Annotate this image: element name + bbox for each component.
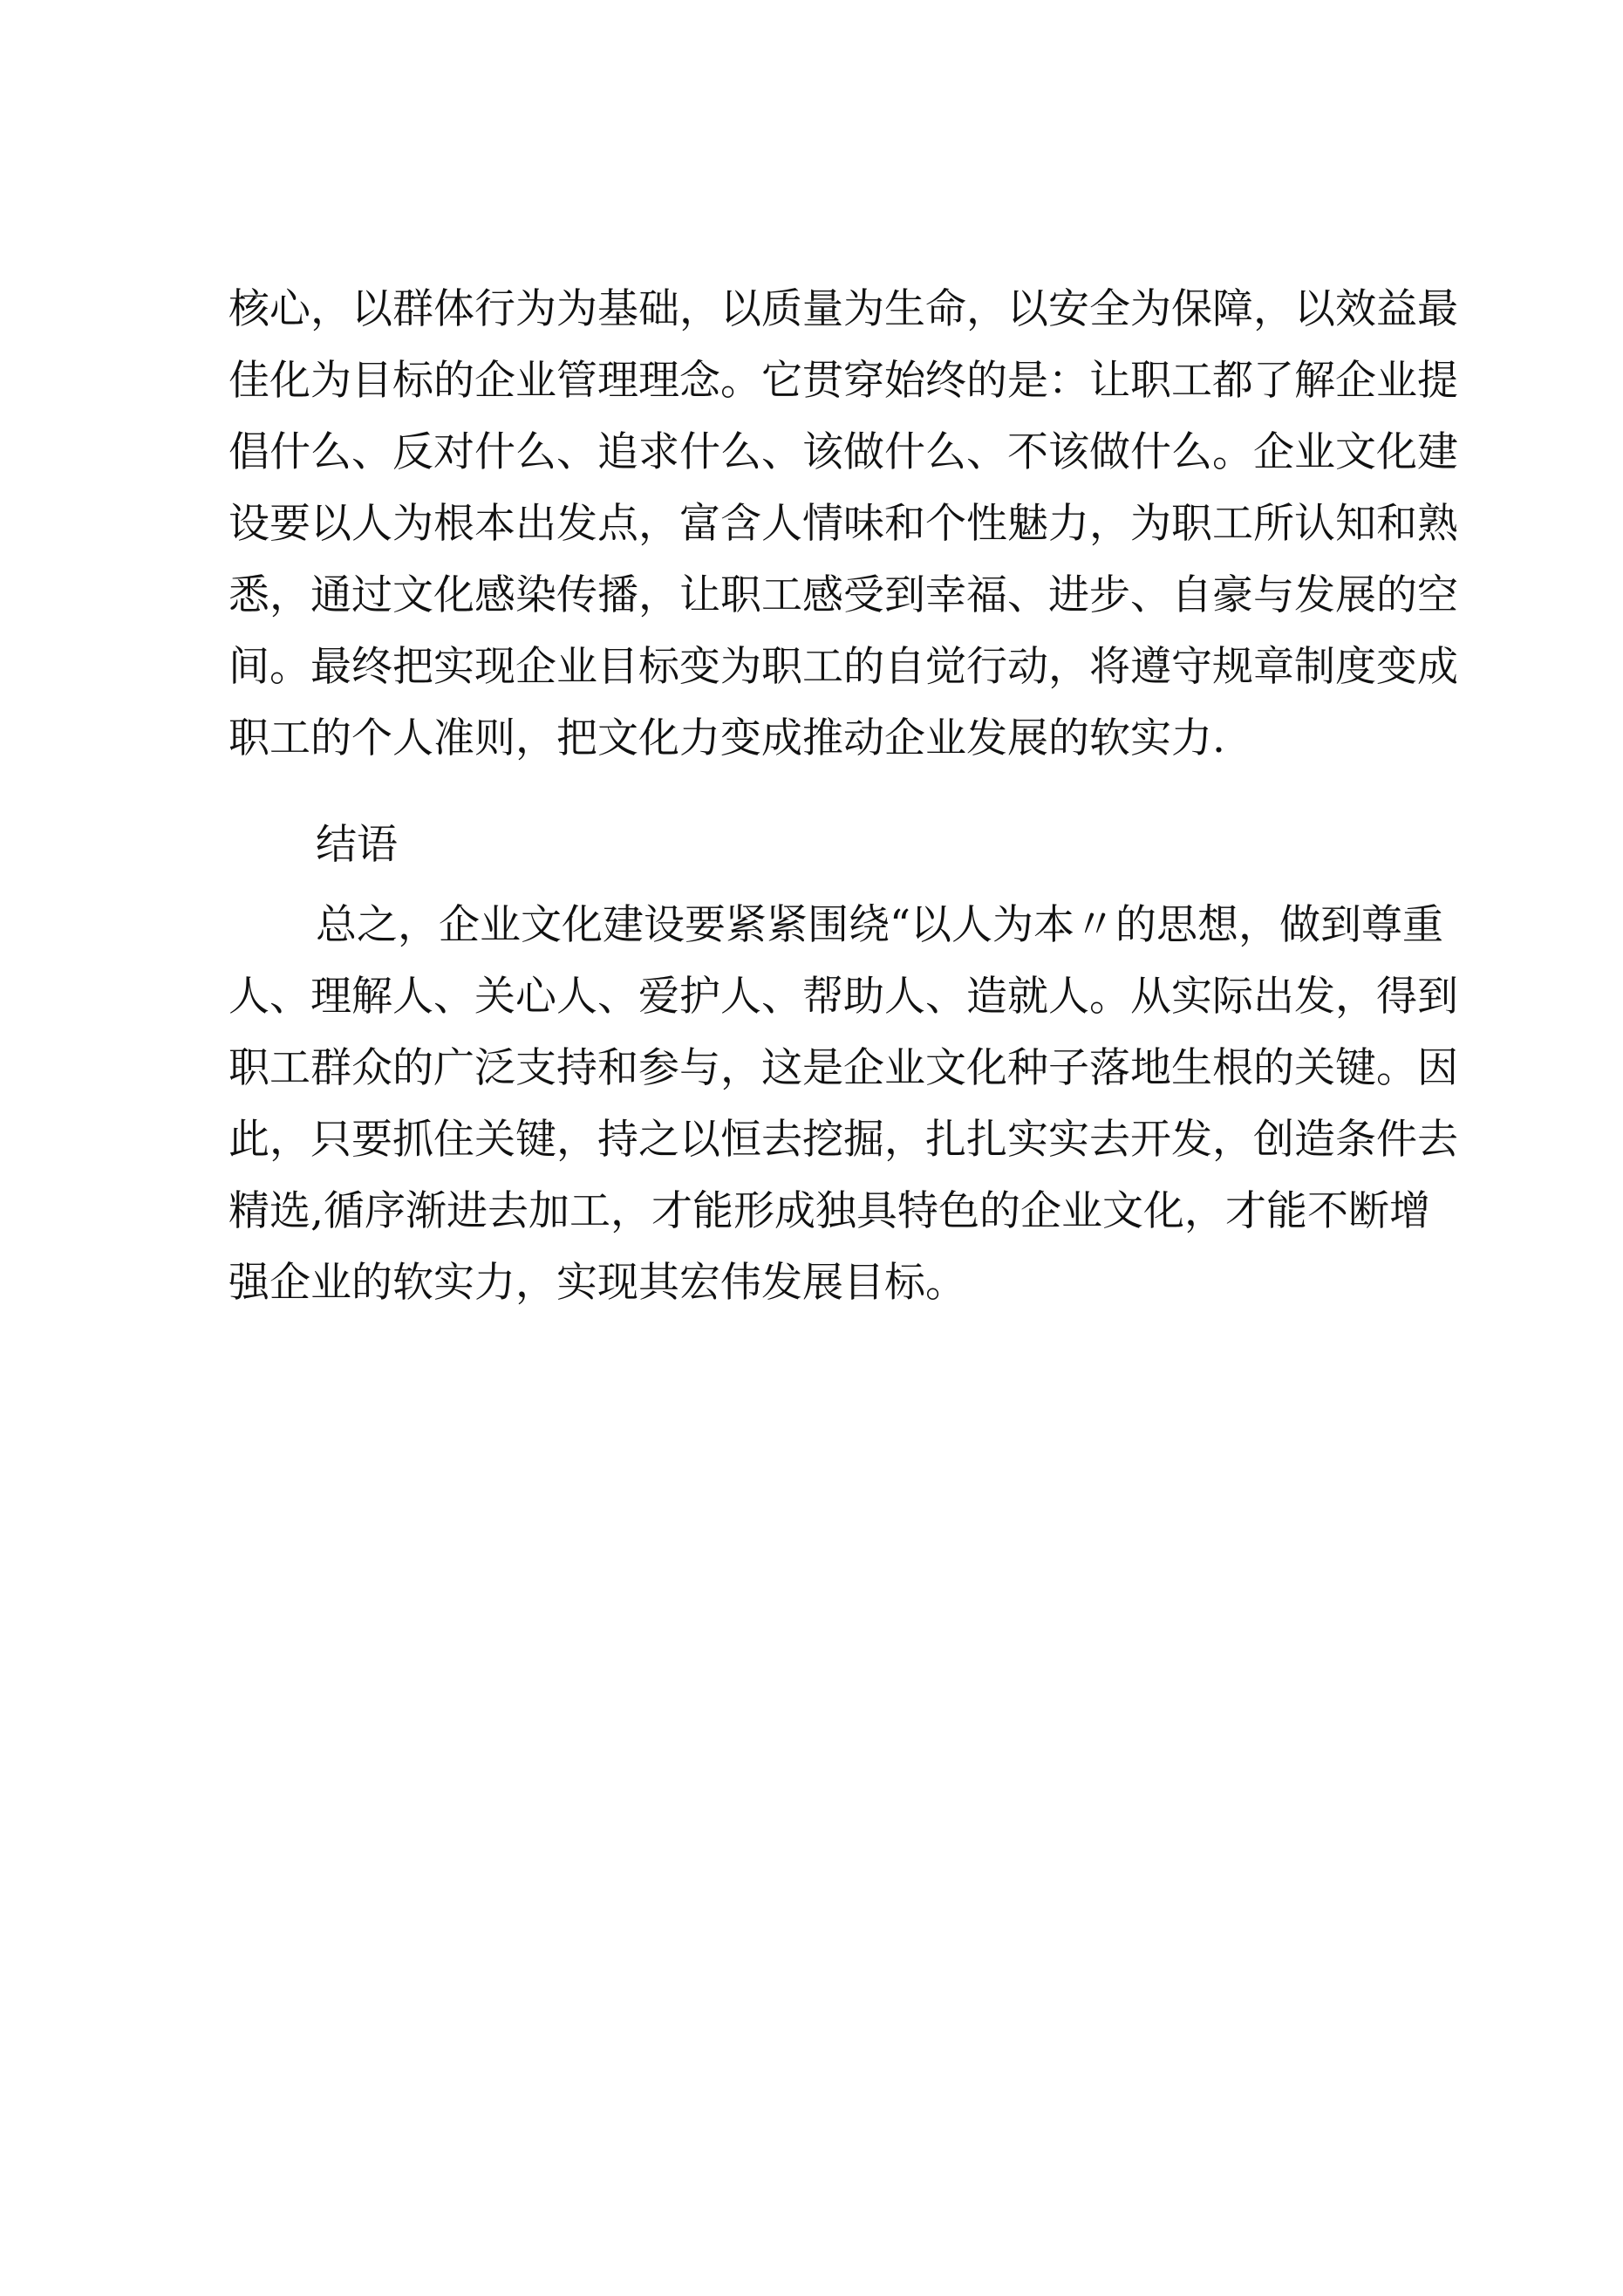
section-heading-text: 结语 (316, 821, 398, 869)
body-paragraph-1 (228, 274, 1458, 775)
paragraph-line: 悉，通过文化感染传播，让职工感受到幸福、进步、自豪与发展的空 (228, 571, 1458, 619)
body-paragraph-2 (228, 890, 1458, 1319)
paragraph-line: 总之，企业文化建设要紧紧围绕“以人为本〃的思想，做到尊重 (316, 901, 1444, 949)
paragraph-line: 倡什么、反对什么、追求什么、该做什么、不该做什么。企业文化建 (228, 428, 1458, 476)
paragraph-line: 强企业的软实力，实现其宏伟发展目标。 (228, 1259, 966, 1307)
paragraph-line: 此，只要抓住关键，持之以恒去挖掘，扎扎实实去开发，创造条件去 (228, 1116, 1458, 1164)
paragraph-line: 人、理解人、关心人、爱护人、帮助人、造就人。从实际出发，得到 (228, 973, 1458, 1021)
paragraph-line: 间。最终把实现企业目标变为职工的自觉行动，将遵守规章制度变成 (228, 643, 1458, 691)
paragraph-line: 核心，以群体行为为基础，以质量为生命，以安全为保障，以效益最 (228, 285, 1458, 333)
paragraph-line: 职工的个人准则，把文化力变成推动企业发展的软实力. (228, 714, 1225, 762)
section-heading (228, 810, 1423, 881)
paragraph-line: 设要以人为根本出发点，富含人情味和个性魅力，为职工所认知和熟 (228, 500, 1458, 548)
paragraph-line: 精选,循序渐进去加工，才能形成独具特色的企业文化，才能不断增 (228, 1187, 1430, 1235)
paragraph-line: 佳化为目标的企业管理理念。它贯穿始终的是：让职工都了解企业提 (228, 357, 1458, 405)
paragraph-line: 职工群众的广泛支持和参与，这是企业文化种子落地生根的关键。因 (228, 1044, 1458, 1092)
